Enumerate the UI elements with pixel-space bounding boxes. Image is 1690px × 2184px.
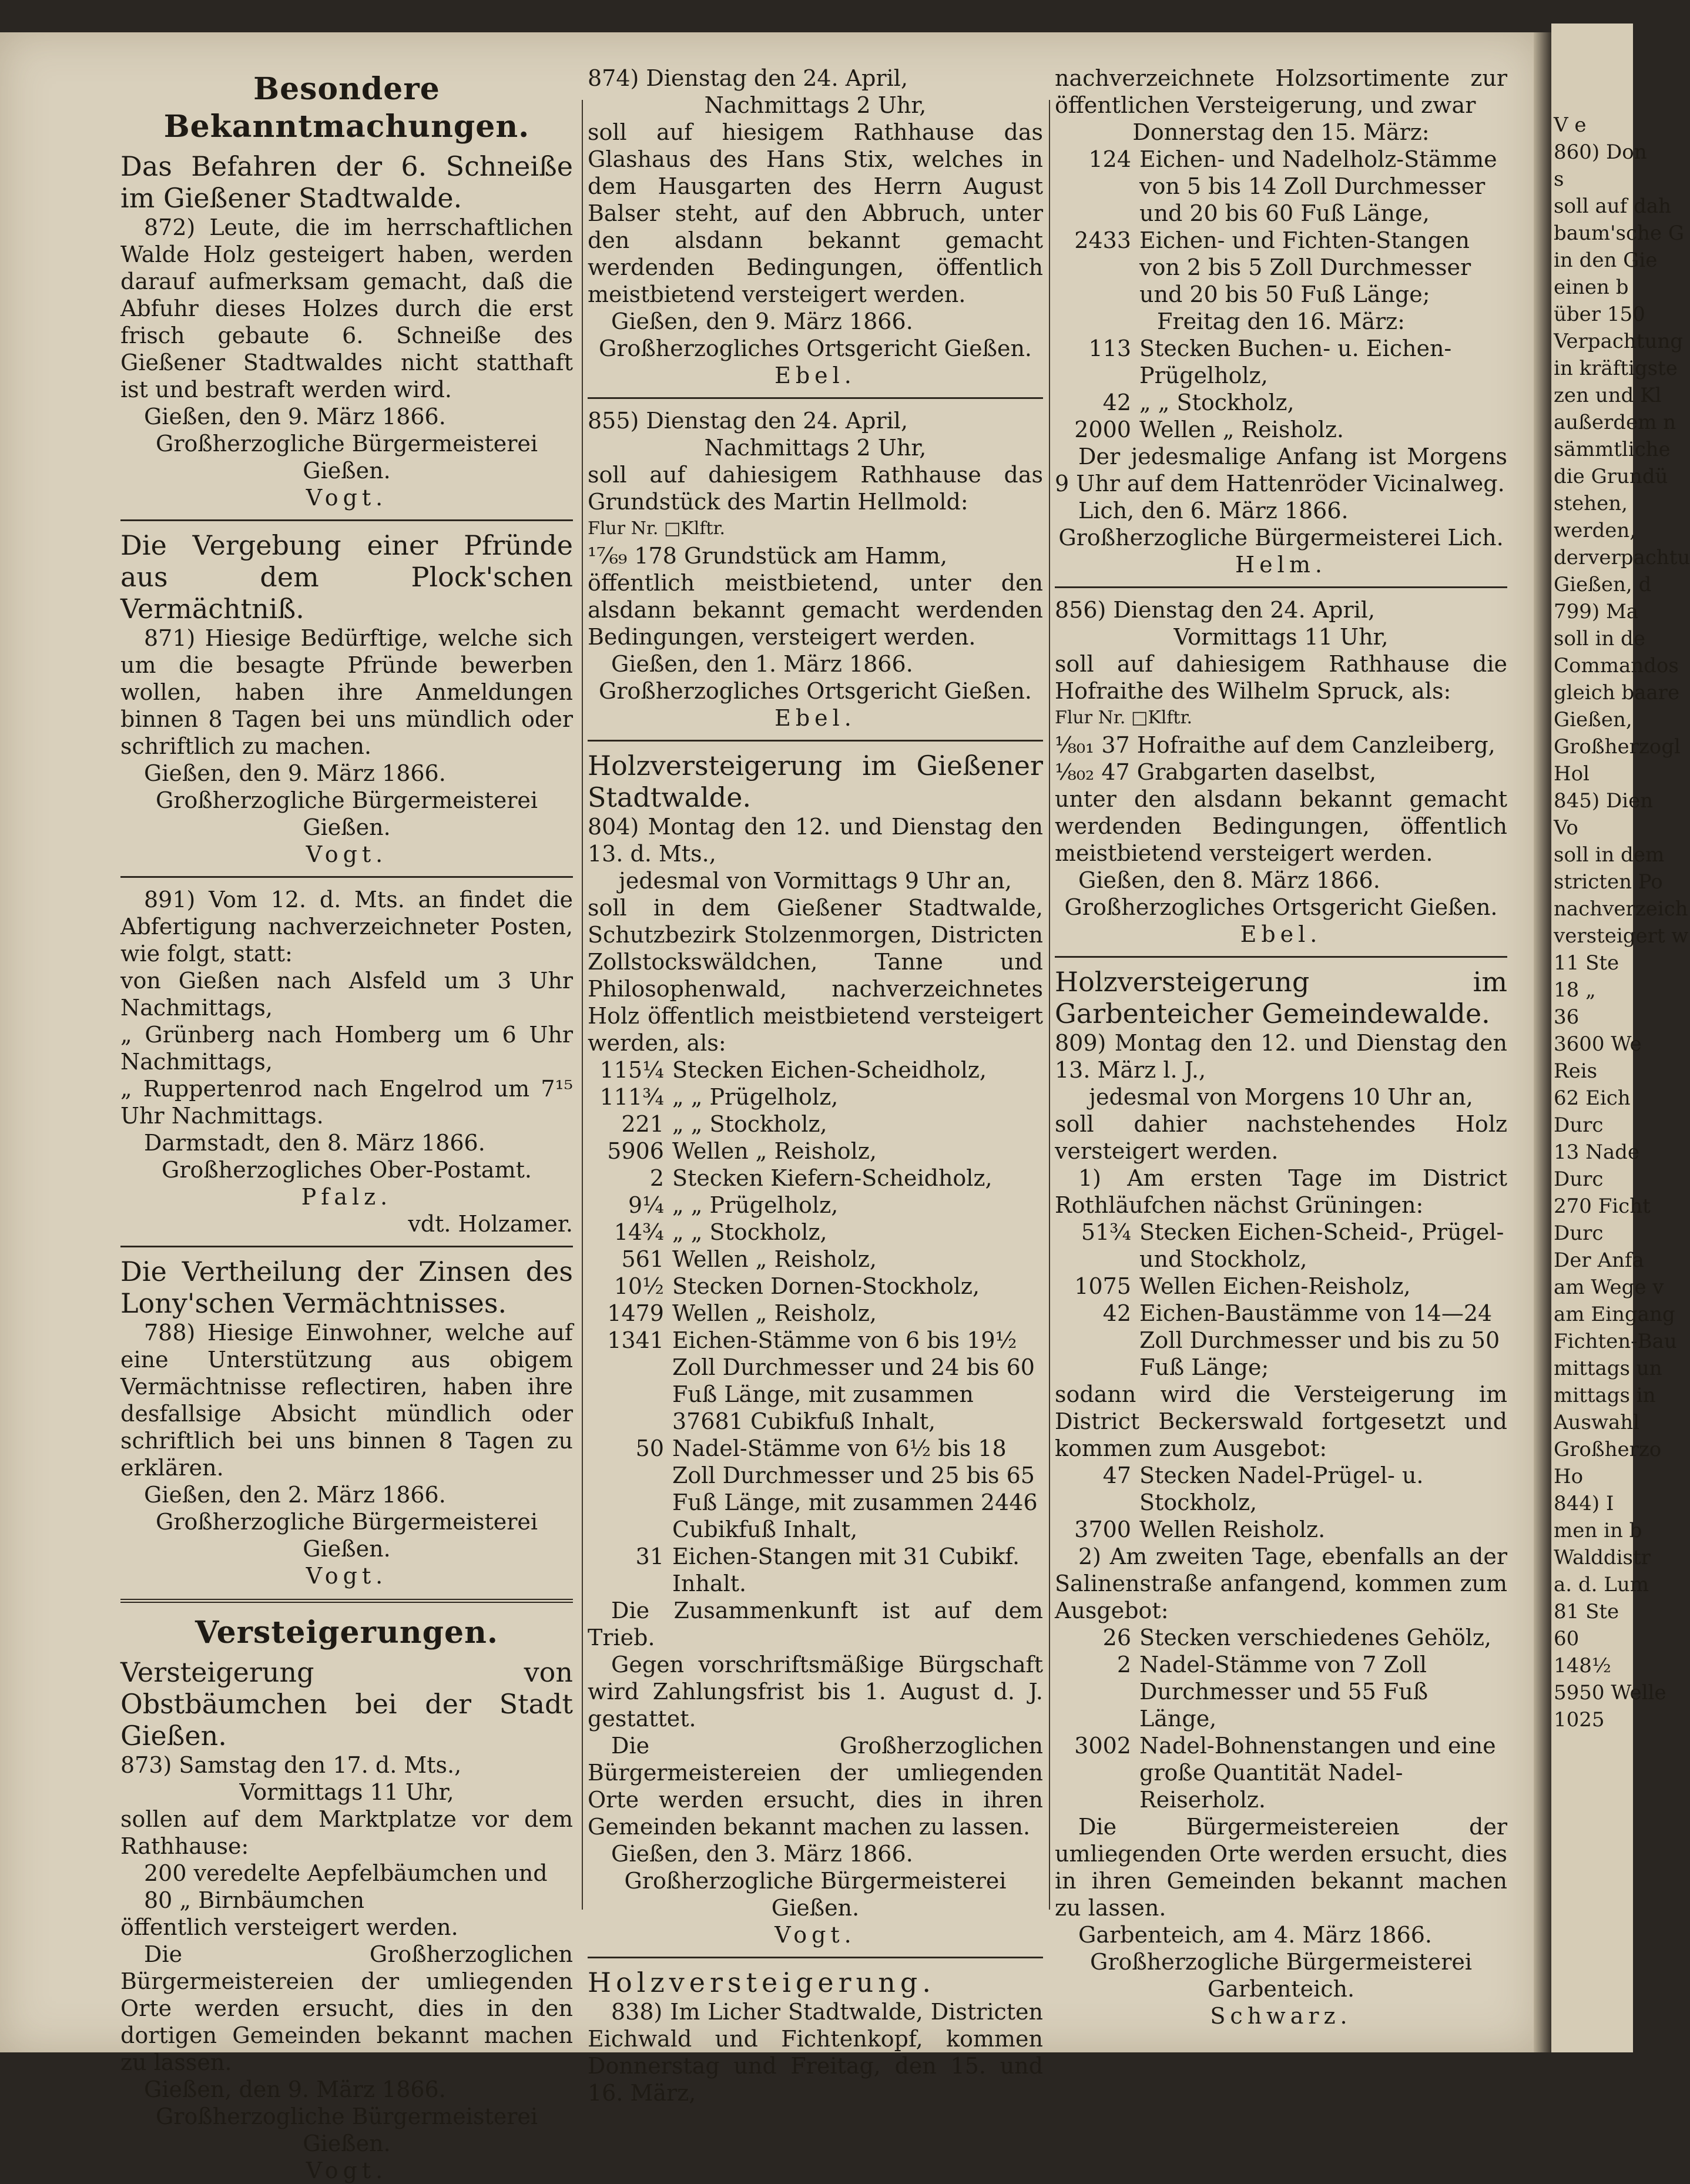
notice-text: 871) Hiesige Bedürftige, welche sich um die besagte Pfründe bewerben wollen, haben ihre Anmeldungen binnen 8 Tagen bei uns mündlich oder schriftlich zu machen. xyxy=(120,625,573,759)
notice-signer: Vogt. xyxy=(774,1922,856,1948)
facing-page-line: mittags in xyxy=(1554,1384,1656,1407)
facing-page-line: über 150 xyxy=(1554,303,1645,326)
list-item: 113 Stecken Buchen- u. Eichen-Prügelholz, xyxy=(1088,336,1452,388)
notice-signer: Helm. xyxy=(1235,552,1327,578)
facing-page-line: Durc xyxy=(1554,1222,1604,1245)
notice-text: soll dahier nachstehendes Holz versteigert werden. xyxy=(1055,1111,1507,1164)
facing-page-line: außerdem n xyxy=(1554,411,1676,434)
facing-page-line: mittags un xyxy=(1554,1357,1662,1380)
table-header: Flur Nr. □Klftr. xyxy=(588,518,726,539)
facing-page-line: gleich baare xyxy=(1554,681,1680,704)
notice-838-continued xyxy=(1055,65,1507,578)
facing-page-line: zen und Kl xyxy=(1554,384,1662,407)
notice-authority: Großherzogliche Bürgermeisterei Gießen. xyxy=(155,2104,538,2156)
facing-page-line: Commandos xyxy=(1554,654,1679,677)
list-item: 1341 Eichen-Stämme von 6 bis 19½ Zoll Durchmesser und 24 bis 60 Fuß Länge, mit zusammen 37681 Cubikfuß Inhalt, xyxy=(607,1327,1035,1434)
notice-signer: Ebel. xyxy=(774,363,856,388)
facing-page-line: Vo xyxy=(1554,816,1578,840)
facing-page-line: Großherzogl xyxy=(1554,735,1681,759)
column-2 xyxy=(588,65,1043,2106)
notice-text: 891) Vom 12. d. Mts. an findet die Abfertigung nachverzeichneter Posten, wie folgt, statt: xyxy=(120,887,573,967)
notice-874 xyxy=(588,65,1043,389)
facing-page-line: Gießen, xyxy=(1554,708,1632,732)
facing-page-line: Ho xyxy=(1554,1465,1584,1488)
notice-873 xyxy=(120,1656,573,2184)
separator xyxy=(120,519,573,521)
facing-page-line: am Eingang xyxy=(1554,1303,1675,1326)
facing-page-line: men in b xyxy=(1554,1519,1642,1542)
notice-text: 838) Im Licher Stadtwalde, Districten Eichwald und Fichtenkopf, kommen Donnerstag und Freitag, den 15. und 16. März, xyxy=(588,1999,1043,2106)
list-item: 42 „ „ Stockholz, xyxy=(1102,390,1295,415)
notice-authority: Großherzogliche Bürgermeisterei Gießen. xyxy=(624,1868,1007,1921)
notice-text: Gegen vorschriftsmäßige Bürgschaft wird Zahlungsfrist bis 1. August d. J. gestattet. xyxy=(588,1652,1043,1732)
notice-line: 874) Dienstag den 24. April, xyxy=(588,65,908,91)
notice-date: Lich, den 6. März 1866. xyxy=(1078,498,1349,524)
list-item: ¹⁄₈₀₁ 37 Hofraithe auf dem Canzleiberg, xyxy=(1055,732,1495,758)
facing-page-line: einen b xyxy=(1554,276,1629,299)
notice-signer: Vogt. xyxy=(306,1563,388,1589)
facing-page-line: werden, xyxy=(1554,519,1637,542)
notice-text: Die Zusammenkunft ist auf dem Trieb. xyxy=(588,1598,1043,1650)
notice-text: Die Großherzoglichen Bürgermeistereien der umliegenden Orte werden ersucht, dies in ihren Gemeinden bekannt machen zu lassen. xyxy=(588,1733,1043,1840)
facing-page-line: a. d. Lum xyxy=(1554,1573,1649,1596)
facing-page-line: 18 „ xyxy=(1554,978,1596,1002)
list-item: 1479 Wellen „ Reisholz, xyxy=(607,1300,877,1326)
notice-authority: Großherzogliche Bürgermeisterei Garbenteich. xyxy=(1089,1949,1473,2002)
facing-page-line: Gießen, d xyxy=(1554,573,1652,596)
notice-title: Das Befahren der 6. Schneiße im Gießener Stadtwalde. xyxy=(120,150,573,214)
notice-authority: Großherzogliches Ortsgericht Gießen. xyxy=(1064,894,1498,920)
column-rule xyxy=(1049,100,1050,1910)
list-item: 221 „ „ Stockholz, xyxy=(621,1111,827,1137)
list-item: 42 Eichen-Baustämme von 14—24 Zoll Durchmesser und bis zu 50 Fuß Länge; xyxy=(1102,1300,1500,1380)
notice-788 xyxy=(120,1256,573,1589)
notice-809 xyxy=(1055,966,1507,2029)
facing-page-line: 5950 Welle xyxy=(1554,1681,1666,1705)
notice-line: 804) Montag den 12. und Dienstag den 13. d. Mts., xyxy=(588,814,1043,867)
list-item: ¹⁷⁄₆₉ 178 Grundstück am Hamm, xyxy=(588,543,948,569)
list-item: 2433 Eichen- und Fichten-Stangen von 2 bis 5 Zoll Durchmesser und 20 bis 50 Fuß Länge; xyxy=(1074,227,1471,307)
list-item: 80 „ Birnbäumchen xyxy=(144,1887,365,1913)
notice-text: Die Großherzoglichen Bürgermeistereien der umliegenden Orte werden ersucht, dies in den dortigen Gemeinden bekannt machen zu lassen. xyxy=(120,1941,573,2075)
facing-page-line: 845) Dien xyxy=(1554,789,1654,813)
facing-page-line: Durc xyxy=(1554,1168,1604,1191)
notice-text: öffentlich meistbietend, unter den alsdann bekannt gemacht werdenden Bedingungen, versteigert werden. xyxy=(588,570,1043,650)
notice-title: Die Vergebung einer Pfründe aus dem Plock'schen Vermächtniß. xyxy=(120,529,573,625)
notice-line: Donnerstag den 15. März: xyxy=(1132,119,1430,145)
notice-date: Gießen, den 8. März 1866. xyxy=(1078,867,1380,893)
list-item: 124 Eichen- und Nadelholz-Stämme von 5 bis 14 Zoll Durchmesser und 20 bis 60 Fuß Länge, xyxy=(1088,146,1497,226)
notice-text: 872) Leute, die im herrschaftlichen Walde Holz gesteigert haben, werden darauf aufmerksam gemacht, daß die Abfuhr dieses Holzes durch die erst frisch gebaute 6. Schneiße des Gießener Stadtwaldes nicht statthaft ist und bestraft werden wird. xyxy=(120,214,573,402)
facing-page-line: derverpachtu xyxy=(1554,546,1690,569)
separator xyxy=(1055,586,1507,588)
notice-line: 873) Samstag den 17. d. Mts., xyxy=(120,1752,462,1778)
notice-signer: Vogt. xyxy=(306,2158,388,2183)
notice-891 xyxy=(120,886,573,1237)
list-item: 10½ Stecken Dornen-Stockholz, xyxy=(613,1273,980,1299)
notice-838 xyxy=(588,1967,1043,2106)
facing-page-line: 36 xyxy=(1554,1005,1580,1029)
notice-line: jedesmal von Vormittags 9 Uhr an, xyxy=(619,868,1012,894)
list-item: 2000 Wellen „ Reisholz. xyxy=(1074,417,1344,442)
notice-text: unter den alsdann bekannt gemacht werdenden Bedingungen, öffentlich meistbietend versteigert werden. xyxy=(1055,786,1507,866)
separator xyxy=(1055,956,1507,958)
facing-page-text xyxy=(1551,24,1690,1733)
book-gutter xyxy=(1534,32,1551,2052)
notice-line: Vormittags 11 Uhr, xyxy=(1173,624,1389,650)
list-item: 50 Nadel-Stämme von 6½ bis 18 Zoll Durchmesser und 25 bis 65 Fuß Länge, mit zusammen 2446 Cubikfuß Inhalt, xyxy=(635,1435,1038,1542)
notice-authority: Großherzogliches Ortsgericht Gießen. xyxy=(598,678,1032,704)
facing-page-line: 13 Nade xyxy=(1554,1140,1639,1164)
facing-page-line: soll in dem xyxy=(1554,843,1665,867)
notice-line: jedesmal von Morgens 10 Uhr an, xyxy=(1089,1084,1473,1110)
list-item: 51¾ Stecken Eichen-Scheid-, Prügel- und Stockholz, xyxy=(1081,1219,1504,1272)
notice-signer-secondary: vdt. Holzamer. xyxy=(408,1211,573,1237)
notice-804 xyxy=(588,750,1043,1948)
notice-text: 1) Am ersten Tage im District Rothläufchen nächst Grüningen: xyxy=(1055,1165,1507,1218)
notice-date: Garbenteich, am 4. März 1866. xyxy=(1078,1922,1433,1948)
notice-title: Holzversteigerung im Gießener Stadtwalde. xyxy=(588,750,1043,813)
notice-text: soll auf dahiesigem Rathhause die Hofraithe des Wilhelm Spruck, als: xyxy=(1055,651,1507,704)
route-line: „ Grünberg nach Homberg um 6 Uhr Nachmittags, xyxy=(120,1022,573,1075)
facing-page-line: stricten Po xyxy=(1554,870,1663,894)
notice-signer: Schwarz. xyxy=(1210,2003,1352,2029)
double-separator xyxy=(120,1599,573,1605)
route-line: von Gießen nach Alsfeld um 3 Uhr Nachmittags, xyxy=(120,968,573,1021)
notice-title: Holzversteigerung im Garbenteicher Gemeindewalde. xyxy=(1055,966,1507,1029)
facing-page-line: 799) Ma xyxy=(1554,600,1639,623)
column-3 xyxy=(1055,65,1507,2029)
notice-date: Gießen, den 9. März 1866. xyxy=(144,2076,446,2102)
notice-text: sodann wird die Versteigerung im District Beckerswald fortgesetzt und kommen zum Ausgebot: xyxy=(1055,1381,1507,1461)
separator xyxy=(120,876,573,878)
notice-date: Gießen, den 3. März 1866. xyxy=(611,1841,913,1867)
notice-text: nachverzeichnete Holzsortimente zur öffentlichen Versteigerung, und zwar xyxy=(1055,65,1507,118)
facing-page-line: Verpachtung xyxy=(1554,330,1684,353)
notice-text: soll auf dahiesigem Rathhause das Grundstück des Martin Hellmold: xyxy=(588,462,1043,515)
notice-authority: Großherzogliche Bürgermeisterei Lich. xyxy=(1058,525,1504,551)
facing-page-line: 270 Ficht xyxy=(1554,1195,1651,1218)
notice-signer: Pfalz. xyxy=(301,1184,393,1210)
facing-page-line: Durc xyxy=(1554,1113,1604,1137)
notice-text: öffentlich versteigert werden. xyxy=(120,1914,458,1940)
notice-authority: Großherzogliche Bürgermeisterei Gießen. xyxy=(155,787,538,840)
column-rule xyxy=(582,100,583,1910)
list-item: 561 Wellen „ Reisholz, xyxy=(621,1246,877,1272)
notice-date: Gießen, den 2. März 1866. xyxy=(144,1482,446,1508)
column-1 xyxy=(120,65,573,2184)
notice-title: Versteigerung von Obstbäumchen bei der Stadt Gießen. xyxy=(120,1656,573,1752)
route-line: „ Ruppertenrod nach Engelrod um 7¹⁵ Uhr Nachmittags. xyxy=(120,1076,573,1129)
notice-text: 788) Hiesige Einwohner, welche auf eine Unterstützung aus obigem Vermächtnisse reflectiren, haben ihre desfallsige Absicht mündlich oder schriftlich bei uns binnen 8 Tagen zu erklären. xyxy=(120,1320,573,1481)
notice-text: 2) Am zweiten Tage, ebenfalls an der Salinenstraße anfangend, kommen zum Ausgebot: xyxy=(1055,1544,1507,1623)
list-item: 9¼ „ „ Prügelholz, xyxy=(628,1192,839,1218)
list-item: 2 Stecken Kiefern-Scheidholz, xyxy=(649,1165,992,1191)
facing-page-line: 62 Eich xyxy=(1554,1086,1631,1110)
list-item: 2 Nadel-Stämme von 7 Zoll Durchmesser und 55 Fuß Länge, xyxy=(1116,1652,1429,1732)
facing-page-line: 844) I xyxy=(1554,1492,1614,1515)
notice-872 xyxy=(120,150,573,511)
facing-page-line: V e xyxy=(1554,113,1587,137)
notice-title: Die Vertheilung der Zinsen des Lony'schen Vermächtnisses. xyxy=(120,1256,573,1319)
facing-page-line: versteigert w xyxy=(1554,924,1689,948)
separator xyxy=(588,1957,1043,1958)
facing-page-line: 860) Don xyxy=(1554,140,1647,164)
facing-page-line: Reis xyxy=(1554,1059,1598,1083)
facing-page-line: 148½ xyxy=(1554,1654,1611,1678)
facing-page-line: Fichten-Bau xyxy=(1554,1330,1677,1353)
facing-page-line: stehen, xyxy=(1554,492,1628,515)
facing-page-line: Großherzo xyxy=(1554,1438,1662,1461)
notice-date: Gießen, den 1. März 1866. xyxy=(611,651,913,677)
facing-page-fragment xyxy=(1551,24,1690,2052)
facing-page-line: Der Anfa xyxy=(1554,1249,1644,1272)
wood-list xyxy=(588,1056,1043,1597)
notice-text: Der jedesmalige Anfang ist Morgens 9 Uhr auf dem Hattenröder Vicinalweg. xyxy=(1055,444,1507,496)
facing-page-line: die Grundü xyxy=(1554,465,1668,488)
list-item: 31 Eichen-Stangen mit 31 Cubikf. Inhalt. xyxy=(635,1544,1020,1596)
facing-page-line: Auswahl xyxy=(1554,1411,1640,1434)
notice-date: Gießen, den 9. März 1866. xyxy=(144,404,446,430)
notice-authority: Großherzogliches Ober-Postamt. xyxy=(162,1157,532,1183)
notice-line: Freitag den 16. März: xyxy=(1157,308,1405,334)
list-item: 111¾ „ „ Prügelholz, xyxy=(599,1084,839,1110)
notice-date: Gießen, den 9. März 1866. xyxy=(611,308,913,334)
facing-page-line: sämmtliche xyxy=(1554,438,1671,461)
facing-page-line: soll in de xyxy=(1554,627,1645,650)
facing-page-line: Hol xyxy=(1554,762,1590,786)
facing-page-line: Walddistr xyxy=(1554,1546,1651,1569)
notice-date: Gießen, den 9. März 1866. xyxy=(144,760,446,786)
facing-page-line: soll auf dah xyxy=(1554,194,1671,218)
list-item: 1075 Wellen Eichen-Reisholz, xyxy=(1074,1273,1411,1299)
list-item: 3002 Nadel-Bohnenstangen und eine große Quantität Nadel-Reiserholz. xyxy=(1074,1733,1496,1813)
facing-page-line: 11 Ste xyxy=(1554,951,1619,975)
notice-signer: Ebel. xyxy=(774,705,856,731)
notice-signer: Vogt. xyxy=(306,485,388,511)
list-item: 3700 Wellen Reisholz. xyxy=(1074,1517,1326,1542)
facing-page-line: am Wege v xyxy=(1554,1276,1664,1299)
notice-line: 809) Montag den 12. und Dienstag den 13. März l. J., xyxy=(1055,1030,1507,1083)
list-item: 5906 Wellen „ Reisholz, xyxy=(607,1138,877,1164)
notice-855 xyxy=(588,407,1043,732)
facing-page-line: s xyxy=(1554,167,1564,191)
section-title: Versteigerungen. xyxy=(195,1615,498,1650)
notice-line: 855) Dienstag den 24. April, xyxy=(588,408,908,434)
facing-page-line: 3600 We xyxy=(1554,1032,1642,1056)
separator xyxy=(120,1246,573,1247)
notice-title: Holzversteigerung. xyxy=(588,1967,935,1998)
notice-authority: Großherzogliche Bürgermeisterei Gießen. xyxy=(155,1509,538,1562)
list-item: 47 Stecken Nadel-Prügel- u. Stockholz, xyxy=(1102,1462,1424,1515)
notice-line: Vormittags 11 Uhr, xyxy=(239,1779,454,1805)
notice-line: Nachmittags 2 Uhr, xyxy=(704,92,927,118)
section-title: Besondere Bekanntmachungen. xyxy=(163,71,530,145)
facing-page-line: in kräftigste xyxy=(1554,357,1678,380)
notice-text: soll auf hiesigem Rathhause das Glashaus des Hans Stix, welches in dem Hausgarten des Herrn August Balser steht, auf den Abbruch, unter den alsdann bekannt gemacht werdenden Bedingungen, öffentlich meistbietend versteigert werden. xyxy=(588,119,1043,307)
separator xyxy=(588,397,1043,399)
notice-authority: Großherzogliche Bürgermeisterei Gießen. xyxy=(155,431,538,484)
facing-page-line: nachverzeich xyxy=(1554,897,1688,921)
notice-text: Die Bürgermeistereien der umliegenden Orte werden ersucht, dies in ihren Gemeinden bekannt machen zu lassen. xyxy=(1055,1814,1507,1921)
separator xyxy=(588,740,1043,742)
notice-871 xyxy=(120,529,573,868)
notice-line: Nachmittags 2 Uhr, xyxy=(704,435,927,461)
list-item: 115¼ Stecken Eichen-Scheidholz, xyxy=(599,1057,987,1083)
notice-856 xyxy=(1055,596,1507,948)
notice-text: soll in dem Gießener Stadtwalde, Schutzbezirk Stolzenmorgen, Districten Zollstockswäldchen, Tanne und Philosophenwald, nachverzeichnetes Holz öffentlich meistbietend versteigert werden, als: xyxy=(588,895,1043,1056)
facing-page-line: baum'sche G xyxy=(1554,222,1684,245)
notice-signer: Vogt. xyxy=(306,841,388,867)
notice-text: sollen auf dem Marktplatze vor dem Rathhause: xyxy=(120,1806,573,1859)
notice-authority: Großherzogliches Ortsgericht Gießen. xyxy=(598,336,1032,361)
list-item: 14¾ „ „ Stockholz, xyxy=(613,1219,827,1245)
facing-page-line: 60 xyxy=(1554,1627,1580,1650)
notice-signer: Ebel. xyxy=(1240,921,1322,947)
list-item: ¹⁄₈₀₂ 47 Grabgarten daselbst, xyxy=(1055,759,1377,785)
notice-line: 856) Dienstag den 24. April, xyxy=(1055,597,1376,623)
facing-page-line: in den Gie xyxy=(1554,249,1658,272)
list-item: 26 Stecken verschiedenes Gehölz, xyxy=(1102,1625,1491,1650)
facing-page-line: 81 Ste xyxy=(1554,1600,1619,1623)
facing-page-line: 1025 xyxy=(1554,1708,1605,1732)
table-header: Flur Nr. □Klftr. xyxy=(1055,707,1193,728)
notice-date: Darmstadt, den 8. März 1866. xyxy=(144,1130,485,1156)
list-item: 200 veredelte Aepfelbäumchen und xyxy=(144,1860,548,1886)
